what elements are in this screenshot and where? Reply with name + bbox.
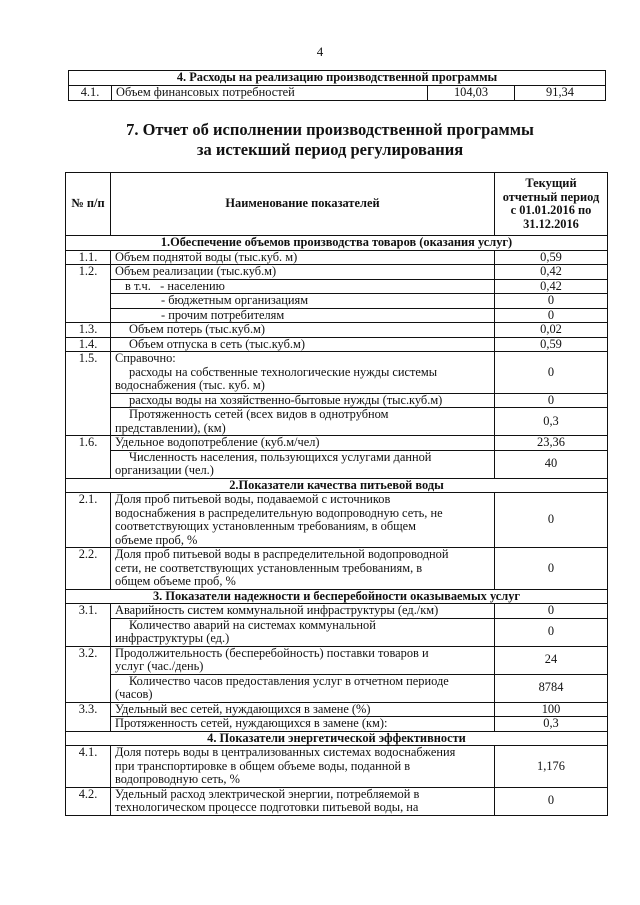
title-line: 7. Отчет об исполнении производственной программы: [126, 120, 534, 139]
table-row: [66, 646, 608, 674]
row-label-line: водоснабжения в распределительную водопроводную сеть, не: [115, 505, 443, 520]
row-label-line: Доля проб питьевой воды в распределительной водопроводной: [115, 547, 449, 561]
header-period: [495, 173, 608, 236]
row-label: [111, 450, 495, 478]
report-table: [65, 172, 608, 816]
row-label: Объем потерь (тыс.куб.м): [111, 323, 495, 338]
row-label-line: Количество аварий на системах коммунальной: [129, 617, 376, 632]
row-number: 4.1.: [69, 86, 112, 101]
table-row: [66, 618, 608, 646]
row-label: [111, 746, 495, 788]
row-value: 0,59: [495, 250, 608, 265]
table-row: [66, 787, 608, 815]
row-label-line: (часов): [115, 687, 153, 701]
row-label: в т.ч. - населению: [111, 279, 495, 294]
row-number: 1.1.: [66, 250, 111, 265]
row-value: 0: [495, 787, 608, 815]
previous-table: [68, 70, 606, 101]
table-row: [66, 746, 608, 788]
row-value: 0,42: [495, 279, 608, 294]
row-label: Объем реализации (тыс.куб.м): [111, 265, 495, 280]
row-label: расходы воды на хозяйственно-бытовые нужды (тыс.куб.м): [111, 393, 495, 408]
row-label-line: расходы на собственные технологические нужды системы: [129, 364, 438, 379]
row-number: 3.3.: [66, 702, 111, 731]
row-label-line: услуг (час./день): [115, 659, 204, 673]
row-label-line: общем объеме проб, %: [115, 574, 236, 588]
section-heading: 4. Расходы на реализацию производственной программы: [69, 71, 606, 86]
row-value: 0: [495, 352, 608, 394]
table-row: [66, 279, 608, 294]
table-row: [66, 265, 608, 280]
row-label: [111, 548, 495, 590]
row-label: - прочим потребителям: [111, 308, 495, 323]
row-value: 0,02: [495, 323, 608, 338]
table-row: [66, 702, 608, 717]
table-row: [66, 493, 608, 548]
row-value: 0: [495, 604, 608, 619]
table-row: [66, 393, 608, 408]
row-label: [111, 674, 495, 702]
row-label-line: Продолжительность (бесперебойность) поставки товаров и: [115, 645, 429, 660]
row-label-line: Удельный расход электрической энергии, потребляемой в: [115, 786, 420, 801]
row-label-line: представлении), (км): [115, 420, 226, 435]
row-number: 4.2.: [66, 787, 111, 815]
row-label-line: Справочно:: [115, 351, 176, 365]
row-label: Удельный вес сетей, нуждающихся в замене (%): [111, 702, 495, 717]
table-row: [66, 604, 608, 619]
row-value: 40: [495, 450, 608, 478]
row-label-line: инфраструктуры (ед.): [115, 631, 230, 645]
row-number: 1.4.: [66, 337, 111, 352]
table-row: [69, 86, 606, 101]
row-value: 0: [495, 548, 608, 590]
row-value: 0,3: [495, 717, 608, 732]
title-line: за истекший период регулирования: [196, 140, 464, 159]
row-value: 104,03: [428, 86, 515, 101]
table-row: [66, 337, 608, 352]
row-label: [111, 408, 495, 436]
row-label: [111, 493, 495, 548]
row-label: [111, 787, 495, 815]
section-heading: 2.Показатели качества питьевой воды: [66, 478, 608, 493]
header-period-line: с 01.01.2016 по: [510, 203, 592, 217]
row-label: [111, 646, 495, 674]
row-label: [111, 618, 495, 646]
row-value: 0: [495, 294, 608, 309]
row-label-line: при транспортировке в общем объеме воды, поданной в: [115, 758, 411, 773]
row-label-line: Доля проб питьевой воды, подаваемой с источников: [115, 492, 391, 506]
row-label: Объем отпуска в сеть (тыс.куб.м): [111, 337, 495, 352]
row-label-line: Протяженность сетей (всех видов в однотрубном: [129, 407, 389, 421]
table-row: [66, 408, 608, 436]
row-label: Объем финансовых потребностей: [112, 86, 428, 101]
table-header: [66, 173, 608, 236]
row-value: 0,3: [495, 408, 608, 436]
row-value: 24: [495, 646, 608, 674]
row-value: 0: [495, 618, 608, 646]
row-value: 100: [495, 702, 608, 717]
section-heading: 4. Показатели энергетической эффективности: [66, 731, 608, 746]
row-value: 0: [495, 393, 608, 408]
row-value: 1,176: [495, 746, 608, 788]
header-name: Наименование показателей: [111, 173, 495, 236]
row-value: 91,34: [515, 86, 606, 101]
table-row: [66, 674, 608, 702]
header-number: № п/п: [66, 173, 111, 236]
row-value: 8784: [495, 674, 608, 702]
table-row: [66, 352, 608, 394]
row-label-line: водопроводную сеть, %: [115, 772, 240, 786]
row-label: Объем поднятой воды (тыс.куб. м): [111, 250, 495, 265]
section-heading: 3. Показатели надежности и бесперебойности оказываемых услуг: [66, 589, 608, 604]
row-label-line: технологическом процессе подготовки питьевой воды, на: [115, 800, 419, 814]
row-value: 0: [495, 308, 608, 323]
table-row: [66, 323, 608, 338]
row-number: 1.6.: [66, 436, 111, 479]
row-label: Удельное водопотребление (куб.м/чел): [111, 436, 495, 451]
table-row: [66, 717, 608, 732]
row-number: 1.3.: [66, 323, 111, 338]
header-period-line: отчетный период: [502, 189, 600, 204]
row-label-line: соответствующих установленным требованиям, в общем: [115, 519, 416, 533]
table-row: [66, 250, 608, 265]
row-label-line: Доля потерь воды в централизованных системах водоснабжения: [115, 745, 456, 759]
row-number: 1.2.: [66, 265, 111, 323]
row-number: 1.5.: [66, 352, 111, 436]
row-number: 3.1.: [66, 604, 111, 647]
row-number: 2.1.: [66, 493, 111, 548]
row-label-line: объеме проб, %: [115, 532, 198, 547]
header-period-line: 31.12.2016: [523, 216, 579, 231]
row-value: 23,36: [495, 436, 608, 451]
row-label: [111, 352, 495, 394]
table-row: [66, 548, 608, 590]
row-label: Аварийность систем коммунальной инфраструктуры (ед./км): [111, 604, 495, 619]
section-heading: 1.Обеспечение объемов производства товаров (оказания услуг): [66, 236, 608, 251]
row-value: 0: [495, 493, 608, 548]
row-number: 2.2.: [66, 548, 111, 590]
table-row: [66, 450, 608, 478]
row-number: 3.2.: [66, 646, 111, 702]
page-title: [0, 120, 640, 160]
row-label-line: Количество часов предоставления услуг в отчетном периоде: [129, 673, 449, 688]
table-row: [66, 294, 608, 309]
table-row: [66, 436, 608, 451]
row-label-line: организации (чел.): [115, 463, 214, 477]
row-label-line: Численность населения, пользующихся услугами данной: [129, 449, 432, 464]
row-label-line: сети, не соответствующих установленным требованиям, в: [115, 560, 423, 575]
row-value: 0,42: [495, 265, 608, 280]
row-label: - бюджетным организациям: [111, 294, 495, 309]
row-label: Протяженность сетей, нуждающихся в замене (км):: [111, 717, 495, 732]
page-number: 4: [316, 44, 324, 59]
header-period-line: Текущий: [525, 176, 577, 190]
table-row: [66, 308, 608, 323]
row-number: 4.1.: [66, 746, 111, 788]
row-label-line: водоснабжения (тыс. куб. м): [115, 378, 265, 392]
row-value: 0,59: [495, 337, 608, 352]
